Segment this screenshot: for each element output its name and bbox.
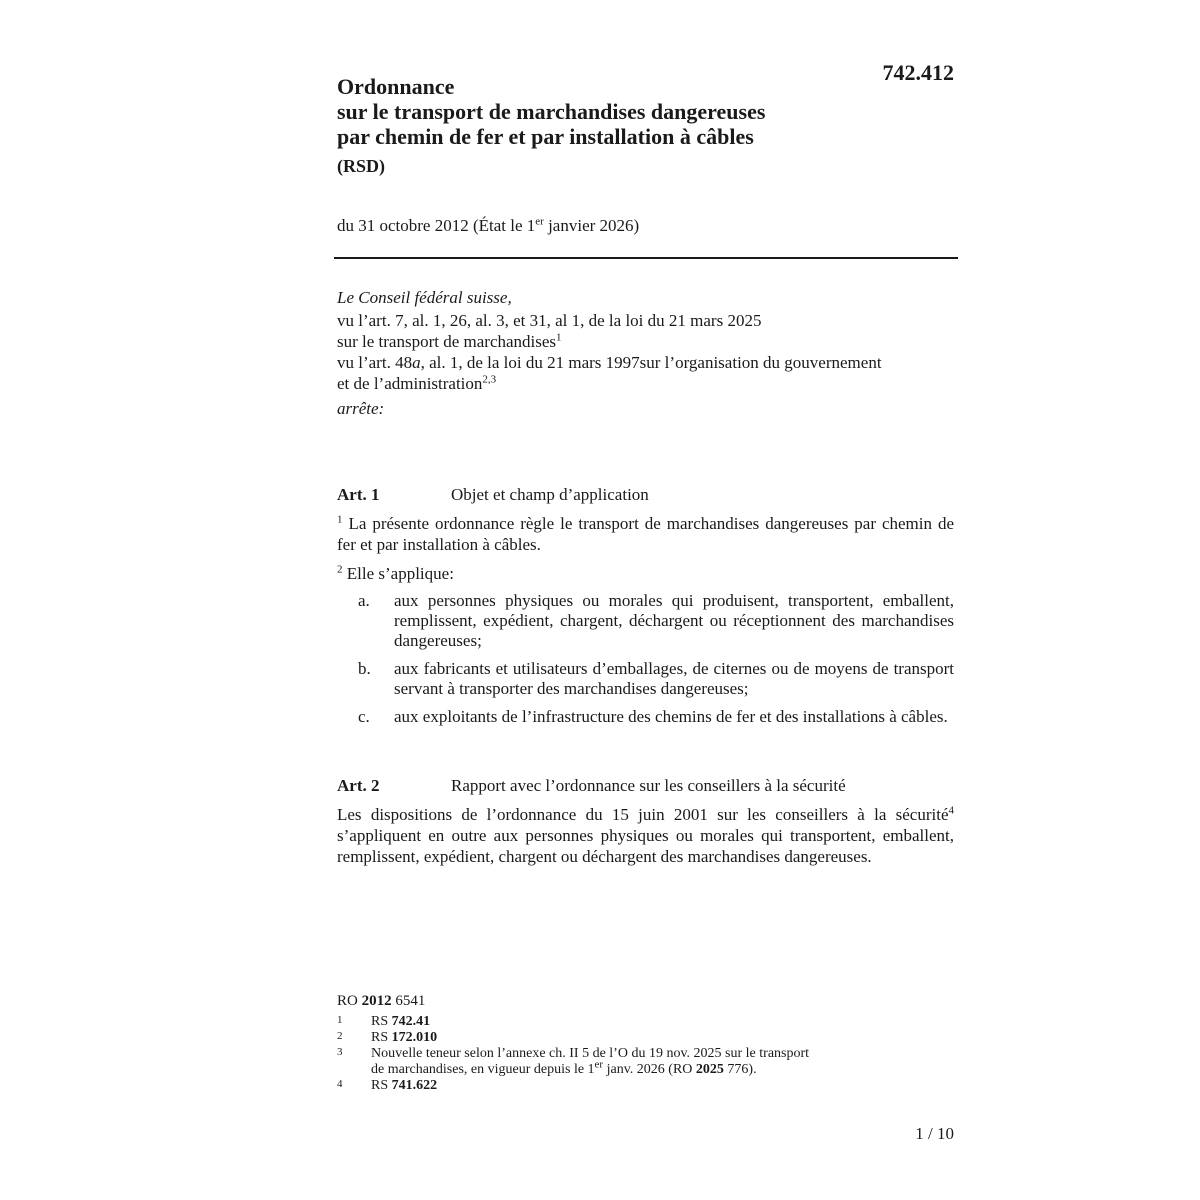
paragraph-number: 2	[337, 563, 343, 576]
footnote-ref-number: 172.010	[391, 1030, 438, 1045]
paragraph-number: 1	[337, 513, 343, 526]
page-number: 1 / 10	[915, 1124, 954, 1143]
preamble	[337, 287, 957, 419]
title-line: Ordonnance	[337, 74, 455, 99]
footnotes	[337, 993, 957, 1094]
official-compilation-ref	[337, 993, 957, 1010]
preamble-line	[337, 352, 957, 373]
ro-year: 2012	[361, 993, 392, 1009]
footnote-ref[interactable]: 4	[948, 804, 954, 817]
footnote-ref[interactable]: 2,3	[482, 373, 497, 386]
footnote-text-part: de marchandises, en vigueur depuis le 1	[371, 1062, 595, 1077]
paragraph-text: La présente ordonnance règle le transport de marchandises dangereuses par chemin de fer et par installation à câbles.	[337, 514, 954, 554]
preamble-arrete: arrête:	[337, 399, 385, 418]
preamble-text: sur le transport de marchandises	[337, 332, 557, 351]
footnote-number: 1	[337, 1014, 343, 1026]
footnote	[337, 1046, 957, 1078]
paragraph-text: Elle s’applique:	[342, 564, 454, 583]
ro-prefix: RO	[337, 993, 362, 1009]
preamble-text: vu l’art. 48	[337, 353, 413, 372]
footnote-number: 3	[337, 1046, 343, 1058]
list-item	[337, 659, 954, 699]
article-number: Art. 2	[337, 776, 380, 795]
footnote	[337, 1078, 957, 1094]
ro-page: 6541	[391, 993, 426, 1009]
footnote	[337, 1014, 957, 1030]
preamble-intro: Le Conseil fédéral suisse,	[337, 288, 512, 307]
date-superscript: er	[535, 215, 544, 228]
list-item	[337, 591, 954, 651]
preamble-line: vu l’art. 7, al. 1, 26, al. 3, et 31, al 1, de la loi du 21 mars 2025	[337, 311, 762, 330]
footnote-number: 4	[337, 1078, 343, 1090]
article-title: Rapport avec l’ordonnance sur les conseillers à la sécurité	[451, 776, 846, 795]
list-item	[337, 707, 954, 727]
footnote-text	[371, 1058, 957, 1078]
date-suffix: janvier 2026)	[543, 216, 640, 235]
footnote	[337, 1030, 957, 1046]
footnote-text: RS	[371, 1014, 392, 1029]
article-1-heading	[337, 485, 957, 505]
footnote-text: RS	[371, 1030, 392, 1045]
footnote-year: 2025	[695, 1062, 724, 1077]
header-divider	[334, 257, 958, 259]
list-letter: b.	[358, 659, 371, 678]
list-text: aux exploitants de l’infrastructure des chemins de fer et des installations à câbles.	[394, 707, 948, 726]
document-date	[337, 216, 639, 236]
sr-number: 742.412	[882, 60, 954, 85]
article-title: Objet et champ d’application	[451, 485, 649, 504]
footnote-text-part: 776).	[723, 1062, 757, 1077]
preamble-line	[337, 373, 957, 394]
article-2-body	[337, 804, 954, 867]
list-text: aux fabricants et utilisateurs d’emballages, de citernes ou de moyens de transport servant à transporter des marchandises dangereuses;	[394, 659, 954, 698]
article-number: Art. 1	[337, 485, 380, 504]
paragraph-text: Les dispositions de l’ordonnance du 15 juin 2001 sur les conseillers à la sécurité	[337, 805, 949, 824]
list-text: aux personnes physiques ou morales qui produisent, transportent, emballent, remplissent, expédient, chargent, déchargent ou réceptionnent des marchandises dangereuses;	[394, 591, 954, 650]
footnote-ref[interactable]: 1	[556, 331, 562, 344]
footnote-ref-number: 742.41	[391, 1014, 431, 1029]
footnote-ref-number: 741.622	[391, 1078, 438, 1093]
footnote-superscript: er	[594, 1058, 604, 1071]
date-prefix: du 31 octobre 2012 (État le 1	[337, 216, 536, 235]
preamble-text: et de l’administration	[337, 374, 483, 393]
preamble-line	[337, 331, 957, 352]
title-line: sur le transport de marchandises dangereuses	[337, 99, 766, 124]
footnote-number: 2	[337, 1030, 343, 1042]
article-2-heading	[337, 776, 957, 796]
article-1-paragraph-1	[337, 513, 954, 555]
list-letter: a.	[358, 591, 370, 610]
footnote-text: Nouvelle teneur selon l’annexe ch. II 5 de l’O du 19 nov. 2025 sur le transport	[371, 1046, 810, 1061]
article-1-paragraph-2	[337, 563, 954, 584]
footnote-text: RS	[371, 1078, 392, 1093]
title-line: par chemin de fer et par installation à câbles	[337, 124, 754, 149]
footnote-text-part: janv. 2026 (RO	[603, 1062, 696, 1077]
paragraph-text: s’appliquent en outre aux personnes physiques ou morales qui transportent, emballent, remplissent, expédient, chargent ou déchargent des marchandises dangereuses.	[337, 826, 954, 866]
document-title	[337, 74, 765, 177]
preamble-text: , al. 1, de la loi du 21 mars 1997sur l’organisation du gouvernement	[420, 353, 882, 372]
title-abbreviation: (RSD)	[337, 156, 385, 176]
list-letter: c.	[358, 707, 370, 726]
preamble-italic: a	[412, 353, 421, 372]
